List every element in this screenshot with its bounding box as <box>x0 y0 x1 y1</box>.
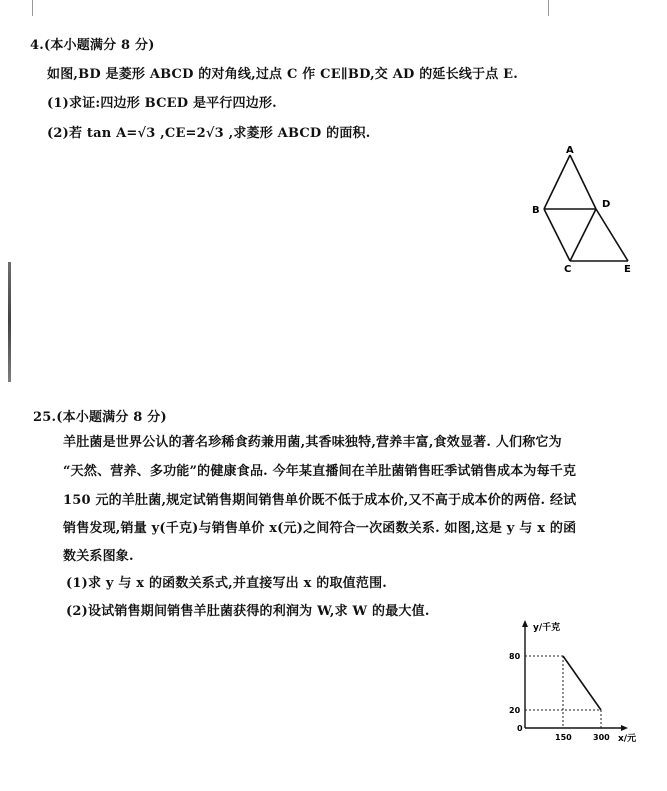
q25-line-1: 羊肚菌是世界公认的著名珍稀食药兼用菌,其香味独特,营养丰富,食效显著. 人们称它为 <box>63 435 562 450</box>
q25-header: 25.(本小题满分 8 分) <box>33 410 167 425</box>
x-axis-label: x/元 <box>618 734 637 744</box>
q25-part2: (2)设试销售期间销售羊肚菌获得的利润为 W,求 W 的最大值. <box>66 604 430 619</box>
label-e: E <box>624 264 631 275</box>
function-line <box>563 656 601 710</box>
q25-line-4: 销售发现,销量 y(千克)与销售单价 x(元)之间符合一次函数关系. 如图,这是 y 与 x 的函 <box>63 521 577 536</box>
x-tick-150: 150 <box>555 733 572 742</box>
q25-line-5: 数关系图象. <box>63 549 134 564</box>
label-d: D <box>602 199 611 210</box>
segment-ad <box>570 155 596 209</box>
q25-line-3: 150 元的羊肚菌,规定试销售期间销售单价既不低于成本价,又不高于成本价的两倍. 经试 <box>63 493 577 508</box>
x-axis-arrow <box>621 725 628 731</box>
scan-artifact <box>8 262 11 382</box>
x-tick-300: 300 <box>593 733 610 742</box>
function-graph <box>505 616 655 746</box>
y-axis-arrow <box>522 620 528 627</box>
q24-part1: (1)求证:四边形 BCED 是平行四边形. <box>47 96 277 111</box>
q24-stem: 如图,BD 是菱形 ABCD 的对角线,过点 C 作 CE∥BD,交 AD 的延长线于点 E. <box>47 67 518 82</box>
rhombus-figure <box>526 145 646 275</box>
segment-dc <box>570 209 596 261</box>
origin-label: 0 <box>517 724 523 733</box>
label-c: C <box>564 264 572 275</box>
segment-de <box>596 209 628 261</box>
q25-line-2: “天然、营养、多功能”的健康食品. 今年某直播间在羊肚菌销售旺季试销售成本为每千克 <box>63 464 577 479</box>
top-margin-mark-right <box>548 0 549 16</box>
segment-ab <box>544 155 570 209</box>
q24-header: 4.(本小题满分 8 分) <box>30 38 155 53</box>
y-tick-80: 80 <box>509 652 521 661</box>
q24-part2: (2)若 tan A=√3 ,CE=2√3 ,求菱形 ABCD 的面积. <box>47 126 371 141</box>
label-a: A <box>566 145 574 156</box>
segment-bc <box>544 209 570 261</box>
q25-part1: (1)求 y 与 x 的函数关系式,并直接写出 x 的取值范围. <box>66 576 388 591</box>
label-b: B <box>532 205 540 216</box>
y-tick-20: 20 <box>509 706 521 715</box>
top-margin-mark-left <box>32 0 33 16</box>
y-axis-label: y/千克 <box>533 623 561 633</box>
